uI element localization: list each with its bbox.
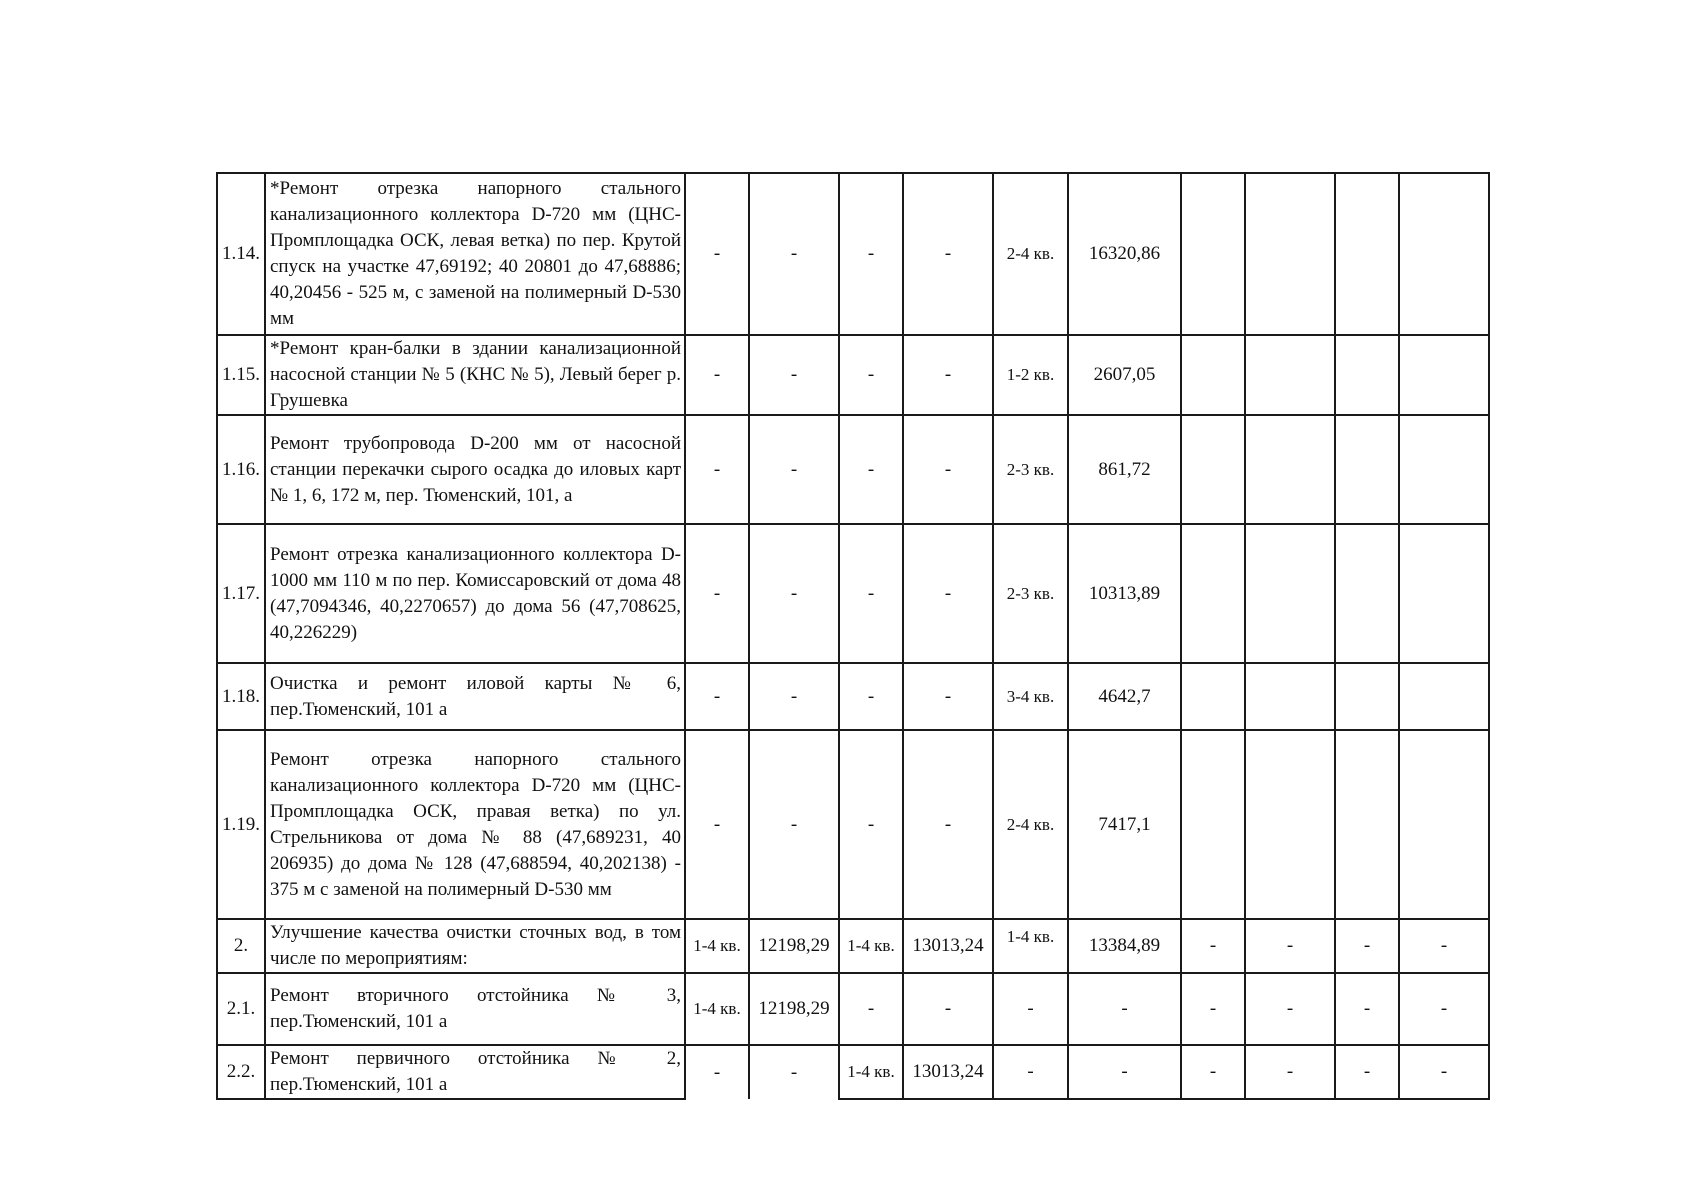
- cell-c10: -: [1399, 973, 1489, 1045]
- row-number: 2.: [217, 919, 265, 973]
- cell-c8: -: [1245, 1045, 1335, 1099]
- row-description: Ремонт отрезка канализационного коллектора D-1000 мм 110 м по пер. Комиссаровский от дома 48 (47,7094346, 40,2270657) до дома 56 (47,708625, 40,226229): [265, 524, 685, 663]
- cell-c6: 861,72: [1068, 415, 1181, 524]
- cell-c8: [1245, 730, 1335, 919]
- cell-c5: 2-3 кв.: [993, 415, 1068, 524]
- cell-c3: -: [839, 173, 903, 335]
- cell-c8: [1245, 524, 1335, 663]
- cell-c8: [1245, 415, 1335, 524]
- cell-c10: [1399, 730, 1489, 919]
- cell-c6: 2607,05: [1068, 335, 1181, 415]
- cell-c7: [1181, 524, 1245, 663]
- row-description: Ремонт трубопровода D-200 мм от насосной станции перекачки сырого осадка до иловых карт № 1, 6, 172 м, пер. Тюменский, 101, а: [265, 415, 685, 524]
- works-table: [216, 172, 1490, 1100]
- cell-c5: 2-3 кв.: [993, 524, 1068, 663]
- cell-c5: 2-4 кв.: [993, 730, 1068, 919]
- cell-c2: -: [749, 1045, 839, 1099]
- cell-c1: -: [685, 730, 749, 919]
- cell-c8: [1245, 663, 1335, 730]
- cell-c8: [1245, 335, 1335, 415]
- cell-c7: -: [1181, 973, 1245, 1045]
- cell-c6: 13384,89: [1068, 919, 1181, 973]
- cell-c9: [1335, 663, 1399, 730]
- cell-c9: [1335, 335, 1399, 415]
- cell-c1: 1-4 кв.: [685, 973, 749, 1045]
- cell-c4: -: [903, 415, 993, 524]
- cell-c5: -: [993, 973, 1068, 1045]
- cell-c6: 16320,86: [1068, 173, 1181, 335]
- cell-c7: [1181, 663, 1245, 730]
- cell-c3: -: [839, 730, 903, 919]
- cell-c10: -: [1399, 1045, 1489, 1099]
- row-number: 2.1.: [217, 973, 265, 1045]
- cell-c6: 7417,1: [1068, 730, 1181, 919]
- cell-c1: -: [685, 335, 749, 415]
- cell-c5: 3-4 кв.: [993, 663, 1068, 730]
- cell-c4: -: [903, 973, 993, 1045]
- row-description: *Ремонт кран-балки в здании канализационной насосной станции № 5 (КНС № 5), Левый берег р. Грушевка: [265, 335, 685, 415]
- table-row: [217, 973, 1489, 1045]
- row-description: Ремонт вторичного отстойника № 3, пер.Тюменский, 101 а: [265, 973, 685, 1045]
- cell-c5: -: [993, 1045, 1068, 1099]
- cell-c6: -: [1068, 973, 1181, 1045]
- cell-c1: -: [685, 1045, 749, 1099]
- cell-c9: -: [1335, 973, 1399, 1045]
- cell-c3: -: [839, 663, 903, 730]
- table-row: [217, 1045, 1489, 1099]
- cell-c7: [1181, 335, 1245, 415]
- row-description: Очистка и ремонт иловой карты № 6, пер.Тюменский, 101 а: [265, 663, 685, 730]
- cell-c9: [1335, 730, 1399, 919]
- cell-c10: [1399, 335, 1489, 415]
- cell-c5: 1-4 кв.: [993, 919, 1068, 973]
- row-number: 1.19.: [217, 730, 265, 919]
- cell-c8: -: [1245, 919, 1335, 973]
- cell-c4: -: [903, 173, 993, 335]
- cell-c4: -: [903, 335, 993, 415]
- cell-c1: -: [685, 524, 749, 663]
- cell-c8: -: [1245, 973, 1335, 1045]
- cell-c3: -: [839, 524, 903, 663]
- row-description: Ремонт отрезка напорного стального канализационного коллектора D-720 мм (ЦНС-Промплощадка ОСК, правая ветка) по ул. Стрельникова от дома № 88 (47,689231, 40 206935) до дома № 128 (47,688594, 40,202138) - 375 м с заменой на полимерный D-530 мм: [265, 730, 685, 919]
- cell-c3: -: [839, 973, 903, 1045]
- cell-c4: -: [903, 730, 993, 919]
- cell-c9: -: [1335, 1045, 1399, 1099]
- cell-c2: -: [749, 335, 839, 415]
- row-number: 1.18.: [217, 663, 265, 730]
- cell-c9: -: [1335, 919, 1399, 973]
- cell-c9: [1335, 173, 1399, 335]
- cell-c2: 12198,29: [749, 919, 839, 973]
- cell-c7: [1181, 173, 1245, 335]
- row-number: 2.2.: [217, 1045, 265, 1099]
- row-number: 1.17.: [217, 524, 265, 663]
- cell-c4: -: [903, 524, 993, 663]
- cell-c7: -: [1181, 919, 1245, 973]
- table-row: [217, 524, 1489, 663]
- cell-c1: -: [685, 663, 749, 730]
- cell-c5: 2-4 кв.: [993, 173, 1068, 335]
- cell-c2: -: [749, 524, 839, 663]
- cell-c4: 13013,24: [903, 919, 993, 973]
- cell-c1: 1-4 кв.: [685, 919, 749, 973]
- cell-c10: [1399, 524, 1489, 663]
- row-number: 1.16.: [217, 415, 265, 524]
- cell-c4: -: [903, 663, 993, 730]
- cell-c8: [1245, 173, 1335, 335]
- table-row: [217, 919, 1489, 973]
- cell-c9: [1335, 415, 1399, 524]
- cell-c4: 13013,24: [903, 1045, 993, 1099]
- cell-c10: [1399, 415, 1489, 524]
- cell-c10: [1399, 663, 1489, 730]
- cell-c2: -: [749, 730, 839, 919]
- cell-c6: -: [1068, 1045, 1181, 1099]
- cell-c2: -: [749, 415, 839, 524]
- cell-c7: -: [1181, 1045, 1245, 1099]
- cell-c2: -: [749, 663, 839, 730]
- cell-c6: 10313,89: [1068, 524, 1181, 663]
- cell-c9: [1335, 524, 1399, 663]
- cell-c3: 1-4 кв.: [839, 1045, 903, 1099]
- row-number: 1.15.: [217, 335, 265, 415]
- cell-c10: -: [1399, 919, 1489, 973]
- row-description: *Ремонт отрезка напорного стального канализационного коллектора D-720 мм (ЦНС-Промплощадка ОСК, левая ветка) по пер. Крутой спуск на участке 47,69192; 40 20801 до 47,68886; 40,20456 - 525 м, с заменой на полимерный D-530 мм: [265, 173, 685, 335]
- cell-c2: -: [749, 173, 839, 335]
- table-row: [217, 663, 1489, 730]
- row-description: Ремонт первичного отстойника № 2, пер.Тюменский, 101 а: [265, 1045, 685, 1099]
- table-row: [217, 173, 1489, 335]
- cell-c1: -: [685, 173, 749, 335]
- table-row: [217, 415, 1489, 524]
- cell-c1: -: [685, 415, 749, 524]
- cell-c5: 1-2 кв.: [993, 335, 1068, 415]
- cell-c3: 1-4 кв.: [839, 919, 903, 973]
- cell-c7: [1181, 415, 1245, 524]
- cell-c6: 4642,7: [1068, 663, 1181, 730]
- cell-c7: [1181, 730, 1245, 919]
- cell-c3: -: [839, 335, 903, 415]
- cell-c10: [1399, 173, 1489, 335]
- cell-c3: -: [839, 415, 903, 524]
- row-number: 1.14.: [217, 173, 265, 335]
- cell-c2: 12198,29: [749, 973, 839, 1045]
- table-row: [217, 730, 1489, 919]
- table-row: [217, 335, 1489, 415]
- row-description: Улучшение качества очистки сточных вод, в том числе по мероприятиям:: [265, 919, 685, 973]
